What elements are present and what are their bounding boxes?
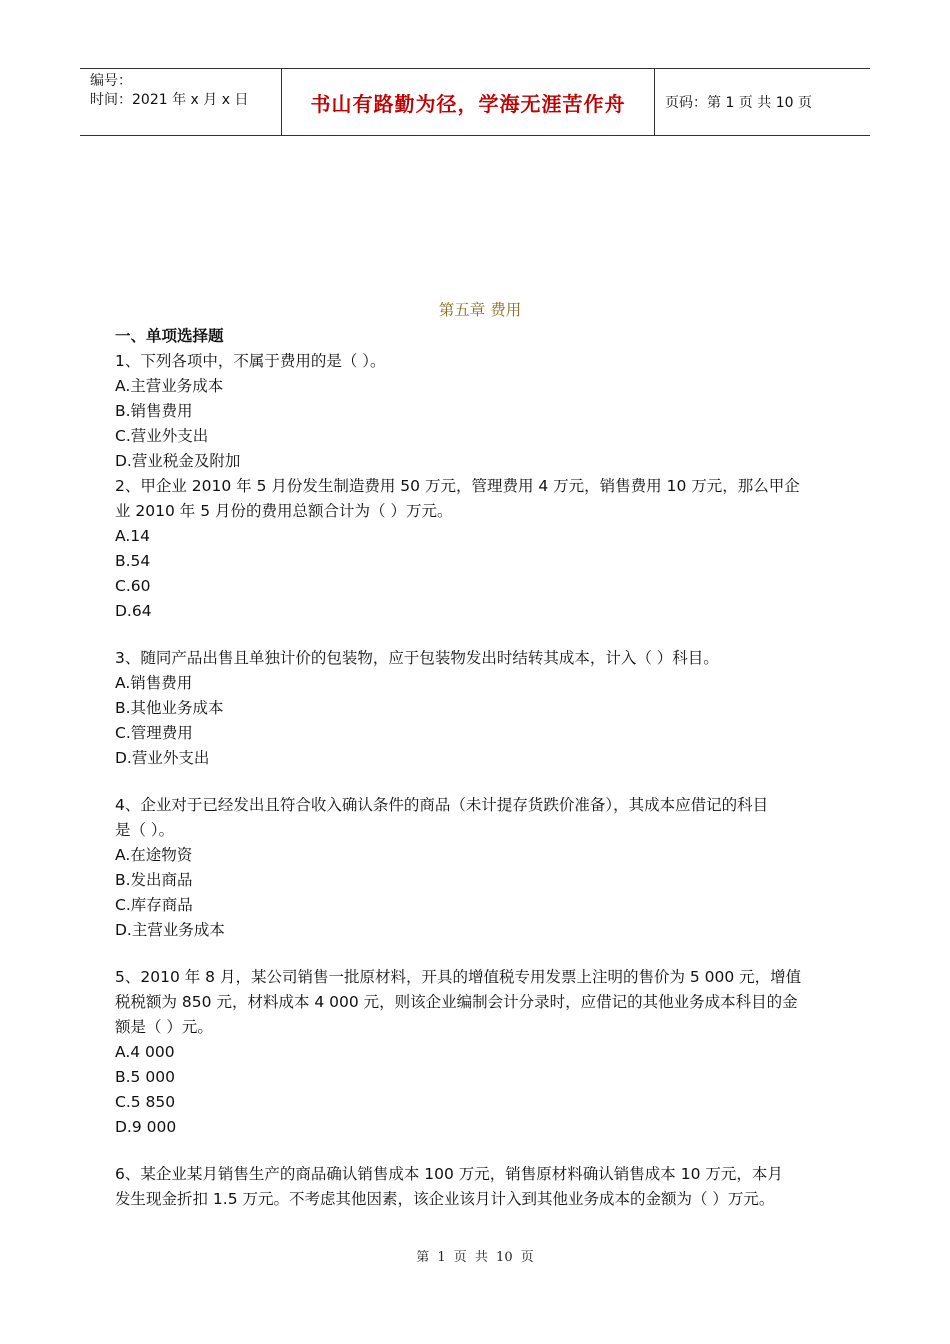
header-motto: 书山有路勤为径，学海无涯苦作舟 <box>281 69 655 135</box>
option-a: A.4 000 <box>115 1043 175 1061</box>
question-4 <box>115 793 845 943</box>
chapter-title: 第五章 费用 <box>438 301 522 319</box>
question-text: 3、随同产品出售且单独计价的包装物，应于包装物发出时结转其成本，计入（ ）科目。 <box>115 649 719 667</box>
question-text: 2、甲企业 2010 年 5 月份发生制造费用 50 万元，管理费用 4 万元，销售费用 10 万元，那么甲企 <box>115 477 800 495</box>
header-time: 时间：2021 年 x 月 x 日 <box>90 92 249 108</box>
option-c: C.5 850 <box>115 1093 176 1111</box>
option-d: D.主营业务成本 <box>115 921 225 939</box>
option-b: B.5 000 <box>115 1068 175 1086</box>
question-text: 是（ ）。 <box>115 821 175 839</box>
header-number: 编号： <box>90 73 132 89</box>
option-b: B.销售费用 <box>115 402 193 420</box>
question-1 <box>115 349 845 474</box>
header-meta <box>80 69 281 135</box>
option-a: A.主营业务成本 <box>115 377 224 395</box>
option-a: A.在途物资 <box>115 846 193 864</box>
option-c: C.营业外支出 <box>115 427 209 445</box>
option-d: D.营业税金及附加 <box>115 452 241 470</box>
option-d: D.营业外支出 <box>115 749 210 767</box>
option-b: B.54 <box>115 552 151 570</box>
option-c: C.库存商品 <box>115 896 193 914</box>
page-header <box>80 68 870 136</box>
option-b: B.发出商品 <box>115 871 193 889</box>
document-body <box>115 298 845 1212</box>
option-b: B.其他业务成本 <box>115 699 224 717</box>
question-text: 1、下列各项中，不属于费用的是（ ）。 <box>115 352 386 370</box>
option-d: D.64 <box>115 602 152 620</box>
option-c: C.60 <box>115 577 151 595</box>
question-5 <box>115 965 845 1140</box>
question-text: 额是（ ）元。 <box>115 1018 213 1036</box>
header-page-number: 页码：第 1 页 共 10 页 <box>665 95 812 111</box>
question-6 <box>115 1162 845 1212</box>
question-text: 6、某企业某月销售生产的商品确认销售成本 100 万元，销售原材料确认销售成本 10 万元，本月 <box>115 1165 783 1183</box>
question-text: 5、2010 年 8 月，某公司销售一批原材料，开具的增值税专用发票上注明的售价为 5 000 元，增值 <box>115 968 802 986</box>
question-text: 税税额为 850 元，材料成本 4 000 元，则该企业编制会计分录时，应借记的其他业务成本科目的金 <box>115 993 798 1011</box>
page-footer: 第 1 页 共 10 页 <box>416 1250 534 1265</box>
question-2 <box>115 474 845 624</box>
option-a: A.14 <box>115 527 150 545</box>
question-text: 发生现金折扣 1.5 万元。不考虑其他因素，该企业该月计入到其他业务成本的金额为（ ）万元。 <box>115 1190 775 1208</box>
option-c: C.管理费用 <box>115 724 193 742</box>
question-text: 4、企业对于已经发出且符合收入确认条件的商品（未计提存货跌价准备），其成本应借记的科目 <box>115 796 769 814</box>
option-d: D.9 000 <box>115 1118 177 1136</box>
section-title: 一、单项选择题 <box>115 327 224 345</box>
question-3 <box>115 646 845 771</box>
option-a: A.销售费用 <box>115 674 193 692</box>
question-text: 业 2010 年 5 月份的费用总额合计为（ ）万元。 <box>115 502 453 520</box>
